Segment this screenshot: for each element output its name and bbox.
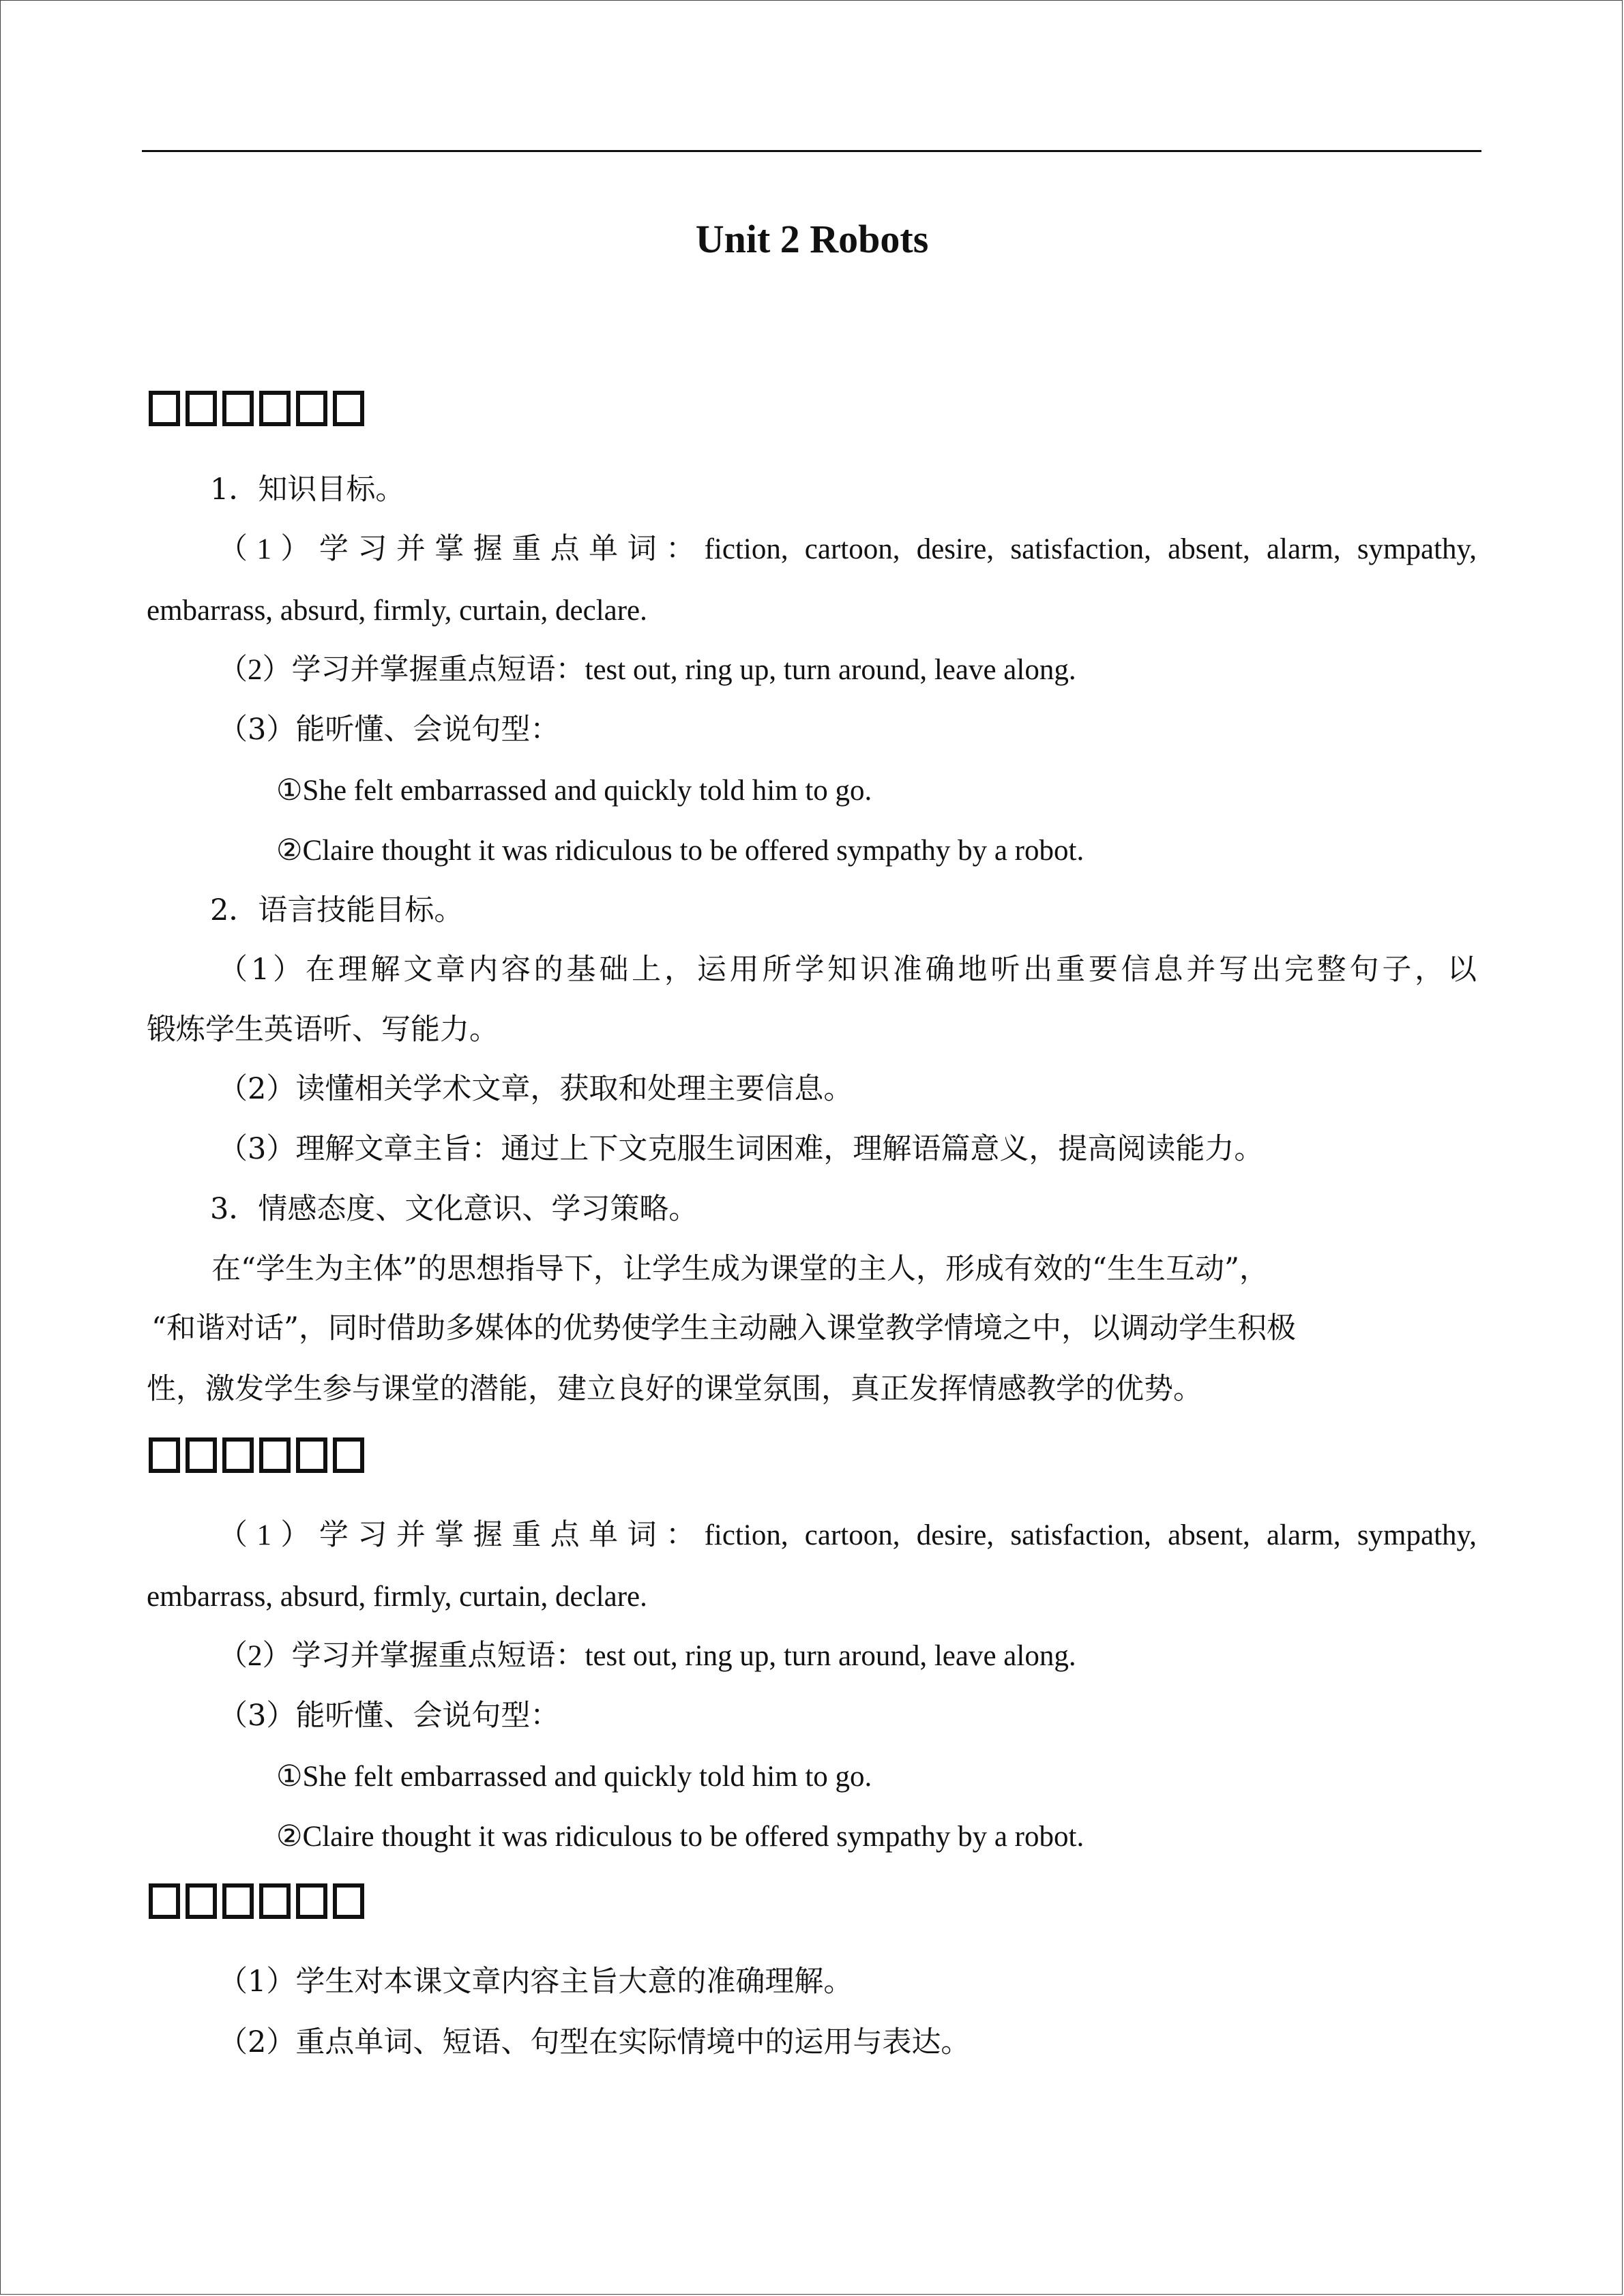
attitude-line-2: “和谐对话”，同时借助多媒体的优势使学生主动融入课堂教学情境之中，以调动学生积极 [151, 1311, 1296, 1345]
placeholder-glyph-icon [296, 391, 327, 426]
document-title: Unit 2 Robots [695, 217, 929, 261]
placeholder-glyph-icon [222, 391, 254, 426]
phrases-line: （2）学习并掌握重点短语：test out, ring up, turn around, leave along. [218, 654, 1076, 686]
sentence-pattern-2: ②Claire thought it was ridiculous to be offered sympathy by a robot. [276, 835, 1084, 867]
key-vocab-line-1: （1）学习并掌握重点单词：fiction, cartoon, desire, satisfaction, absent, alarm, sympathy, [218, 1519, 1477, 1551]
key-sentence-1: ①She felt embarrassed and quickly told him to go. [276, 1761, 872, 1793]
vocab-line-1: （1）学习并掌握重点单词：fiction, cartoon, desire, satisfaction, absent, alarm, sympathy, [218, 533, 1477, 565]
key-phrases-line: （2）学习并掌握重点短语：test out, ring up, turn around, leave along. [218, 1640, 1076, 1672]
section-heading-2 [149, 1437, 364, 1477]
placeholder-glyph-icon [186, 1437, 217, 1473]
vocab-line-2: embarrass, absurd, firmly, curtain, declare. [147, 595, 647, 627]
placeholder-glyph-icon [333, 1883, 364, 1919]
placeholder-glyph-icon [296, 1437, 327, 1473]
placeholder-glyph-icon [149, 1437, 180, 1473]
placeholder-glyph-icon [149, 1883, 180, 1919]
objective-knowledge: 1．知识目标。 [210, 473, 405, 507]
header-rule [142, 150, 1481, 152]
objective-attitude: 3．情感态度、文化意识、学习策略。 [210, 1192, 698, 1226]
placeholder-glyph-icon [222, 1883, 254, 1919]
skills-line-2: 锻炼学生英语听、写能力。 [147, 1013, 499, 1047]
key-sentence-2: ②Claire thought it was ridiculous to be offered sympathy by a robot. [276, 1821, 1084, 1853]
placeholder-glyph-icon [259, 1883, 291, 1919]
placeholder-glyph-icon [296, 1883, 327, 1919]
placeholder-glyph-icon [333, 1437, 364, 1473]
section-heading-3 [149, 1883, 364, 1923]
key-sentence-label: （3）能听懂、会说句型： [218, 1699, 560, 1733]
placeholder-glyph-icon [186, 391, 217, 426]
section-heading-1 [149, 391, 364, 430]
placeholder-glyph-icon [259, 1437, 291, 1473]
sentence-pattern-1: ①She felt embarrassed and quickly told him to go. [276, 775, 872, 807]
objective-language-skills: 2．语言技能目标。 [210, 893, 464, 927]
difficulty-line-2: （2）重点单词、短语、句型在实际情境中的运用与表达。 [218, 2025, 971, 2059]
skills-line-4: （3）理解文章主旨：通过上下文克服生词困难，理解语篇意义，提高阅读能力。 [218, 1132, 1264, 1166]
sentence-patterns-label: （3）能听懂、会说句型： [218, 713, 560, 747]
attitude-line-1: 在“学生为主体”的思想指导下，让学生成为课堂的主人，形成有效的“生生互动”， [211, 1252, 1269, 1286]
placeholder-glyph-icon [186, 1883, 217, 1919]
placeholder-glyph-icon [259, 391, 291, 426]
placeholder-glyph-icon [149, 391, 180, 426]
skills-line-3: （2）读懂相关学术文章，获取和处理主要信息。 [218, 1072, 853, 1106]
placeholder-glyph-icon [333, 391, 364, 426]
skills-line-1: （1）在理解文章内容的基础上，运用所学知识准确地听出重要信息并写出完整句子，以 [218, 953, 1477, 987]
attitude-line-3: 性，激发学生参与课堂的潜能，建立良好的课堂氛围，真正发挥情感教学的优势。 [147, 1372, 1202, 1406]
key-vocab-line-2: embarrass, absurd, firmly, curtain, declare. [147, 1581, 647, 1613]
difficulty-line-1: （1）学生对本课文章内容主旨大意的准确理解。 [218, 1965, 853, 1999]
placeholder-glyph-icon [222, 1437, 254, 1473]
